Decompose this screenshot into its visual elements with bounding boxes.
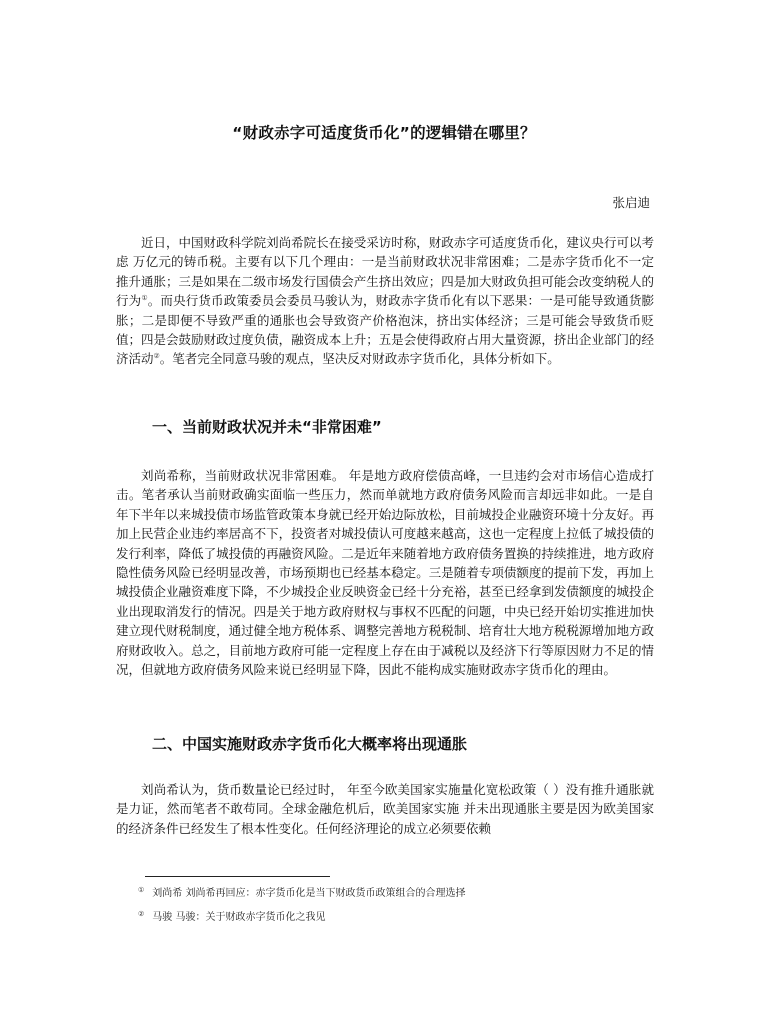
- footnote-ref-2[interactable]: ②: [153, 352, 160, 361]
- intro-text-part2: 。而央行货币政策委员会委员马骏认为，财政赤字货币化有以下恶果：一是可能导致通货膨胀；二是即便不导致严重的通胀也会导致资产价格泡沫，挤出实体经济；三是可能会导致货币贬值；四是会鼓励财政过度负债，融资成本上升；五是会使得政府占用大量资源，挤出企业部门的经济活动: [116, 293, 654, 367]
- intro-text-part3: 。笔者完全同意马骏的观点，坚决反对财政赤字货币化，具体分析如下。: [159, 351, 560, 367]
- footnote-1-text: 刘尚希 刘尚希再回应：赤字货币化是当下财政货币政策组合的合理选择: [152, 888, 466, 899]
- section-heading-2: 二、中国实施财政赤字货币化大概率将出现通胀: [152, 735, 468, 753]
- section1-paragraph: 刘尚希称，当前财政状况非常困难。 年是地方政府偿债高峰，一旦违约会对市场信心造成打击。笔者承认当前财政确实面临一些压力，然而单就地方政府债务风险而言却远非如此。一是自 年下半年以来城投债市场监管政策本身就已经开始边际放松，目前城投企业融资环境十分友好。再加上民营企业违约率居高不下，投资者对城投债认可度越来越高，这也一定程度上拉低了城投债的发行利率，降低了城投债的再融资风险。二是近年来随着地方政府债务置换的持续推进，地方政府隐性债务风险已经明显改善，市场预期也已经基本稳定。三是随着专项债额度的提前下发，再加上城投债企业融资难度下降，不少城投企业反映资金已经十分充裕，甚至已经拿到发债额度的城投企业出现取消发行的情况。四是关于地方政府财权与事权不匹配的问题，中央已经开始切实推进加快建立现代财税制度，通过健全地方税体系、调整完善地方税税制、培育壮大地方税税源增加地方政府财政收入。总之，目前地方政府可能一定程度上存在由于减税以及经济下行等原因财力不足的情况，但就地方政府债务风险来说已经明显下降，因此不能构成实施财政赤字货币化的理由。: [116, 468, 654, 678]
- footnote-2-text: 马骏 马骏：关于财政赤字货币化之我见: [152, 912, 326, 923]
- intro-text-part1: 近日，中国财政科学院刘尚希院长在接受采访时称，财政赤字可适度货币化，建议央行可以考虑 万亿元的铸币税。主要有以下几个理由：一是当前财政状况非常困难；二是赤字货币化不一定推升通胀；三是如果在二级市场发行国债会产生挤出效应；四是加大财政负担可能会改变纳税人的行为: [116, 235, 654, 309]
- footnote-2-mark: ②: [138, 909, 145, 918]
- intro-paragraph: [116, 233, 654, 369]
- footnote-1-mark: ①: [138, 885, 145, 894]
- footnote-1: [138, 884, 465, 899]
- footnote-divider: [145, 876, 330, 877]
- section2-paragraph: 刘尚希认为，货币数量论已经过时， 年至今欧美国家实施量化宽松政策（ ）没有推升通胀就是力证，然而笔者不敢苟同。全球金融危机后，欧美国家实施 并未出现通胀主要是因为欧美国家的经济条件已经发生了根本性变化。任何经济理论的成立必须要依赖: [116, 782, 654, 836]
- section-heading-1: 一、当前财政状况并未“非常困难”: [152, 418, 382, 436]
- author-name: 张启迪: [612, 195, 650, 210]
- footnote-ref-1[interactable]: ①: [141, 294, 148, 303]
- document-title: “财政赤字可适度货币化”的逻辑错在哪里？: [232, 124, 536, 142]
- footnote-2: [138, 908, 325, 923]
